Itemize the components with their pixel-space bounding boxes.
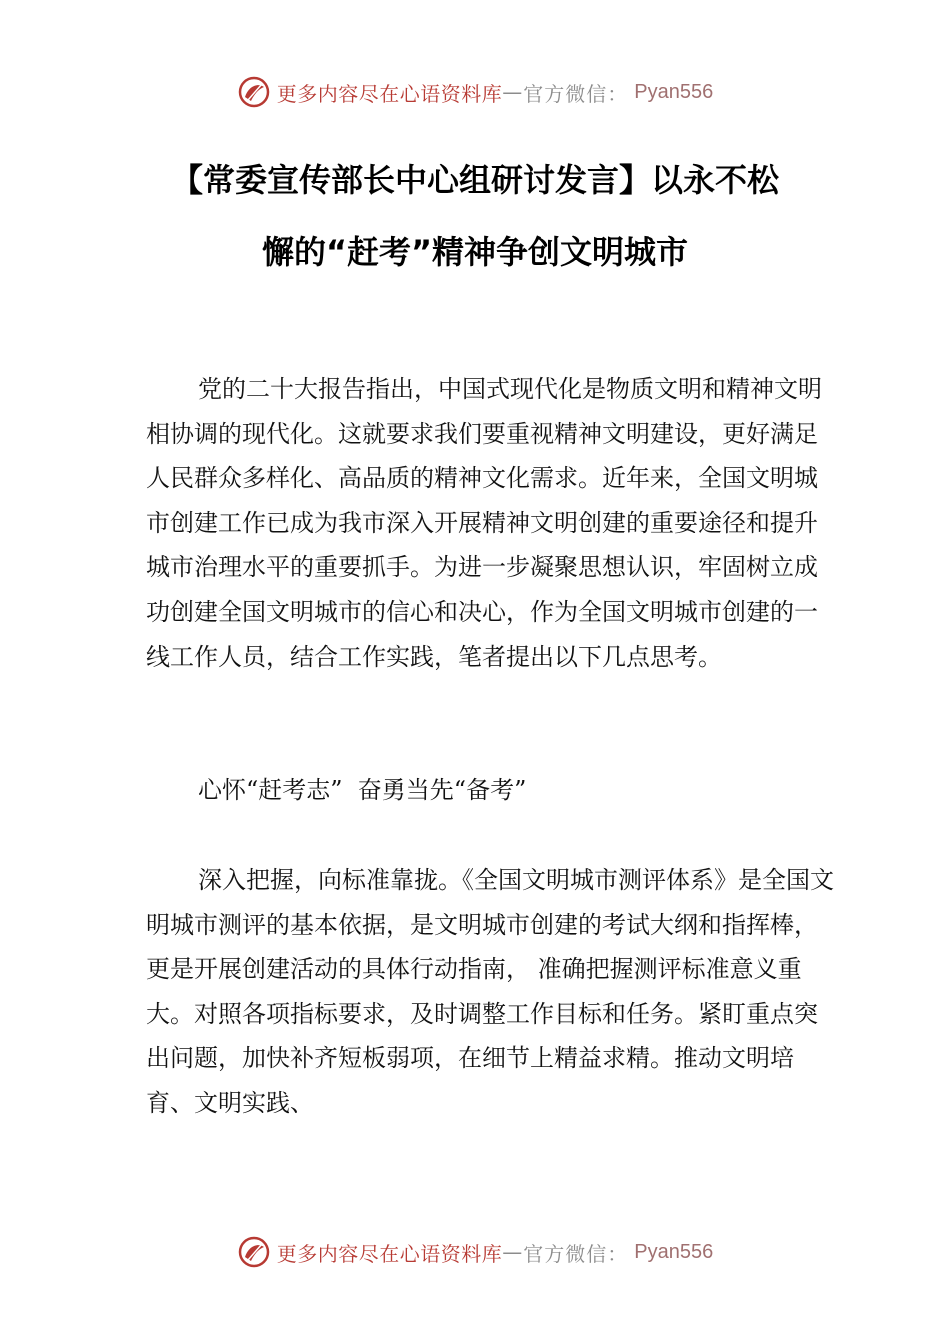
header-promo-text: 更多内容尽在心语资料库 — [276, 81, 503, 106]
header-separator: — — [502, 80, 524, 104]
paragraph-intro: 党的二十大报告指出，中国式现代化是物质文明和精神文明相协调的现代化。这就要求我们要重视精神文明建设，更好满足人民群众多样化、高品质的精神文化需求。近年来，全国文明城市创建工作已成为我市深入开展精神文明创建的重要途径和提升城市治理水平的重要抓手。为进一步凝聚思想认识，牢固树立成功创建全国文明城市的信心和决心，作为全国文明城市创建的一线工作人员，结合工作实践，笔者提出以下几点思考。 — [146, 375, 822, 671]
section-subheading: 心怀“赶考志” 奋勇当先“备考” — [198, 776, 527, 804]
title-line-2: 懈的“赶考”精神争创文明城市 — [261, 233, 689, 271]
footer-promo-text: 更多内容尽在心语资料库 — [276, 1241, 503, 1266]
header-wechat-id: Pyan556 — [634, 80, 714, 103]
header-wechat-label: 官方微信： — [523, 81, 629, 106]
header-banner — [0, 72, 950, 112]
title-line-1: 【常委宣传部长中心组研讨发言】以永不松 — [170, 161, 779, 199]
footer-banner — [0, 1232, 950, 1272]
footer-wechat-id: Pyan556 — [634, 1240, 714, 1263]
footer-wechat-label: 官方微信： — [523, 1241, 629, 1266]
paragraph-standards: 深入把握，向标准靠拢。《全国文明城市测评体系》是全国文明城市测评的基本依据，是文明城市创建的考试大纲和指挥棒，更是开展创建活动的具体行动指南， 准确把握测评标准意义重大。对照各项指标要求，及时调整工作目标和任务。紧盯重点突出问题，加快补齐短板弱项，在细节上精益求精。推动文明培育、文明实践、 — [146, 866, 834, 1117]
logo-icon — [237, 75, 271, 109]
footer-separator: — — [502, 1240, 524, 1264]
logo-icon — [237, 1235, 271, 1269]
